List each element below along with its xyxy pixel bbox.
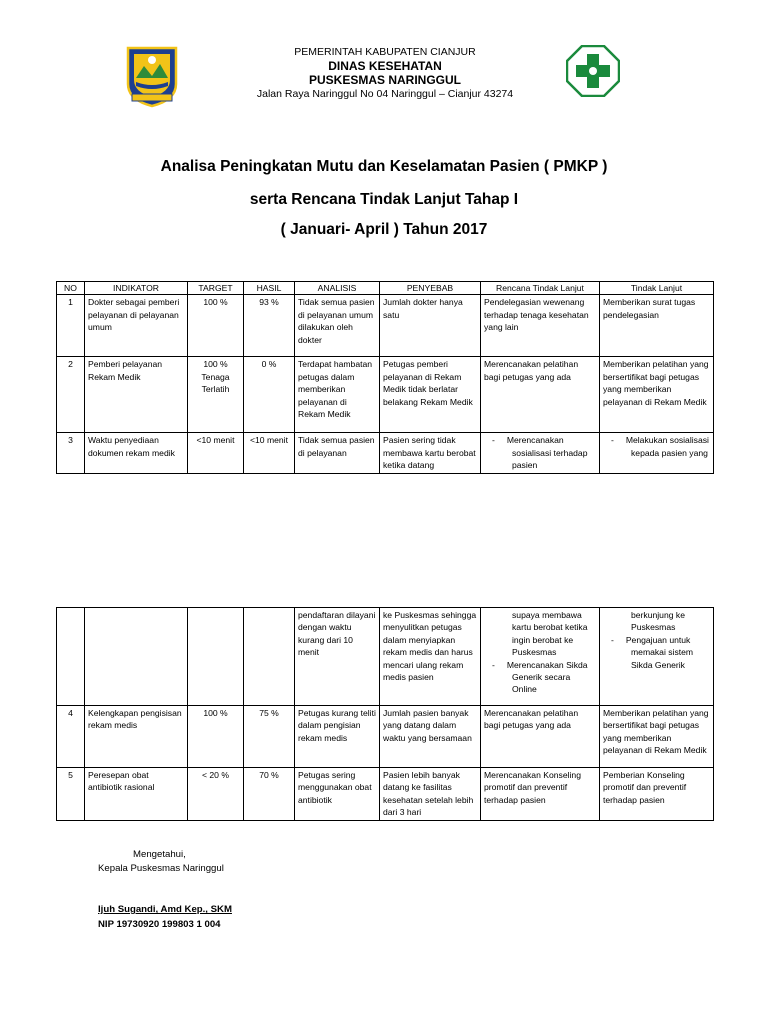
cell-tindak-lanjut: Memberikan surat tugas pendelegasian bbox=[600, 295, 714, 357]
cianjur-regency-crest-icon bbox=[124, 44, 180, 108]
list-item: - Merencanakan sosialisasi terhadap pasien bbox=[492, 435, 588, 471]
table-row bbox=[57, 295, 714, 357]
cell-rencana: Merencanakan pelatihan bagi petugas yang ada bbox=[481, 357, 600, 433]
cell-tindak-lanjut bbox=[600, 433, 714, 473]
cell-analisis: pendaftaran dilayani dengan waktu kurang dari 10 menit bbox=[295, 608, 380, 706]
cell-hasil: 70 % bbox=[244, 768, 295, 821]
cell-indikator bbox=[85, 608, 188, 706]
list-item: - Melakukan sosialisasi kepada pasien yang bbox=[611, 435, 709, 458]
list-item: - Pengajuan untuk memakai sistem Sikda Generik bbox=[611, 634, 694, 670]
table-row bbox=[57, 433, 714, 473]
cell-target: 100 % bbox=[188, 295, 244, 357]
header-hasil: HASIL bbox=[244, 282, 295, 295]
list-item-continued: berkunjung ke Puskesmas bbox=[631, 610, 685, 633]
cell-indikator: Kelengkapan pengisisan rekam medis bbox=[85, 706, 188, 768]
header-tindak-lanjut: Tindak Lanjut bbox=[600, 282, 714, 295]
cell-rencana: Pendelegasian wewenang terhadap tenaga kesehatan yang lain bbox=[481, 295, 600, 357]
pmkp-analysis-table-continued bbox=[56, 607, 714, 821]
cell-penyebab: Pasien sering tidak membawa kartu berobat ketika datang bbox=[380, 433, 481, 473]
table-header-row bbox=[57, 282, 714, 295]
cell-penyebab: Pasien lebih banyak datang ke fasilitas kesehatan setelah lebih dari 3 hari bbox=[380, 768, 481, 821]
document-title-line-1: Analisa Peningkatan Mutu dan Keselamatan Pasien ( PMKP ) bbox=[160, 158, 608, 175]
facility-name: PUSKESMAS NARINGGUL bbox=[308, 73, 461, 87]
cell-target: 100 % Tenaga Terlatih bbox=[188, 357, 244, 433]
cell-no: 2 bbox=[57, 357, 85, 433]
header-target: TARGET bbox=[188, 282, 244, 295]
signatory-name: Ijuh Sugandi, Amd Kep., SKM bbox=[98, 904, 232, 915]
cell-rencana bbox=[481, 433, 600, 473]
cell-tindak-lanjut: Memberikan pelatihan yang bersertifikat bagi petugas yang memberikan pelayanan di Rekam Medik bbox=[600, 706, 714, 768]
document-title-line-2: serta Rencana Tindak Lanjut Tahap I bbox=[249, 191, 519, 208]
cell-penyebab: ke Puskesmas sehingga menyulitkan petugas dalam menyiapkan rekam medis dan harus mencari ulang rekam medis pasien bbox=[380, 608, 481, 706]
cell-target bbox=[188, 608, 244, 706]
header-rencana: Rencana Tindak Lanjut bbox=[481, 282, 600, 295]
cell-hasil bbox=[244, 608, 295, 706]
government-name: PEMERINTAH KABUPATEN CIANJUR bbox=[294, 46, 476, 58]
cell-no bbox=[57, 608, 85, 706]
signatory-nip: NIP 19730920 199803 1 004 bbox=[98, 919, 221, 930]
agency-name: DINAS KESEHATAN bbox=[328, 59, 442, 73]
cell-rencana: Merencanakan Konseling promotif dan preventif terhadap pasien bbox=[481, 768, 600, 821]
cell-target: 100 % bbox=[188, 706, 244, 768]
cell-tindak-lanjut: Pemberian Konseling promotif dan preventif terhadap pasien bbox=[600, 768, 714, 821]
header-penyebab: PENYEBAB bbox=[380, 282, 481, 295]
puskesmas-cross-icon bbox=[566, 45, 620, 97]
header-indikator: INDIKATOR bbox=[85, 282, 188, 295]
cell-penyebab: Jumlah pasien banyak yang datang dalam waktu yang bersamaan bbox=[380, 706, 481, 768]
cell-hasil: 0 % bbox=[244, 357, 295, 433]
list-item-continued: supaya membawa kartu berobat ketika ingin berobat ke Puskesmas bbox=[512, 610, 588, 658]
cell-indikator: Peresepan obat antibiotik rasional bbox=[85, 768, 188, 821]
cell-no: 1 bbox=[57, 295, 85, 357]
cell-no: 4 bbox=[57, 706, 85, 768]
cell-rencana: Merencanakan pelatihan bagi petugas yang ada bbox=[481, 706, 600, 768]
document-title-period: ( Januari- April ) Tahun 2017 bbox=[280, 221, 488, 238]
cell-analisis: Terdapat hambatan petugas dalam memberikan pelayanan di Rekam Medik bbox=[295, 357, 380, 433]
cell-indikator: Dokter sebagai pemberi pelayanan di pelayanan umum bbox=[85, 295, 188, 357]
acknowledged-label: Mengetahui, bbox=[133, 849, 186, 860]
cell-hasil: <10 menit bbox=[244, 433, 295, 473]
cell-rencana bbox=[481, 608, 600, 706]
cell-indikator: Waktu penyediaan dokumen rekam medik bbox=[85, 433, 188, 473]
table-row bbox=[57, 608, 714, 706]
table-row bbox=[57, 357, 714, 433]
cell-penyebab: Jumlah dokter hanya satu bbox=[380, 295, 481, 357]
cell-penyebab: Petugas pemberi pelayanan di Rekam Medik tidak berlatar belakang Rekam Medik bbox=[380, 357, 481, 433]
cell-hasil: 75 % bbox=[244, 706, 295, 768]
header-no: NO bbox=[57, 282, 85, 295]
cell-analisis: Tidak semua pasien di pelayanan bbox=[295, 433, 380, 473]
cell-no: 5 bbox=[57, 768, 85, 821]
signatory-position: Kepala Puskesmas Naringgul bbox=[98, 863, 224, 874]
cell-tindak-lanjut bbox=[600, 608, 714, 706]
cell-tindak-lanjut: Memberikan pelatihan yang bersertifikat bagi petugas yang memberikan pelayanan di Rekam Medik bbox=[600, 357, 714, 433]
cell-hasil: 93 % bbox=[244, 295, 295, 357]
cell-indikator: Pemberi pelayanan Rekam Medik bbox=[85, 357, 188, 433]
letterhead bbox=[200, 45, 570, 101]
table-row bbox=[57, 706, 714, 768]
pmkp-analysis-table bbox=[56, 281, 714, 474]
cell-target: <10 menit bbox=[188, 433, 244, 473]
cell-analisis: Petugas sering menggunakan obat antibiotik bbox=[295, 768, 380, 821]
header-analisis: ANALISIS bbox=[295, 282, 380, 295]
facility-address: Jalan Raya Naringgul No 04 Naringgul – Cianjur 43274 bbox=[256, 88, 514, 100]
list-item: - Merencanakan Sikda Generik secara Online bbox=[492, 659, 588, 695]
table-row bbox=[57, 768, 714, 821]
cell-analisis: Tidak semua pasien di pelayanan umum dilakukan oleh dokter bbox=[295, 295, 380, 357]
cell-analisis: Petugas kurang teliti dalam pengisian rekam medis bbox=[295, 706, 380, 768]
cell-no: 3 bbox=[57, 433, 85, 473]
cell-target: < 20 % bbox=[188, 768, 244, 821]
